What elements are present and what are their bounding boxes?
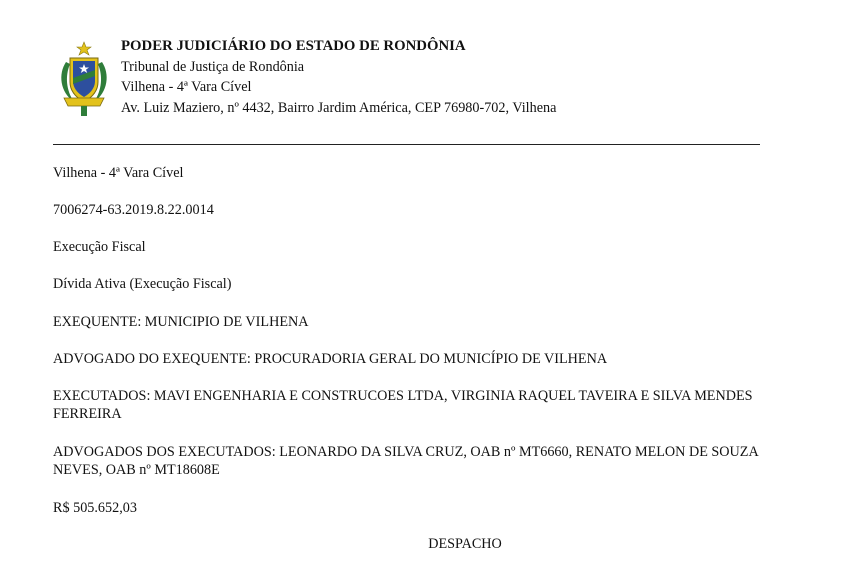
case-value: R$ 505.652,03 xyxy=(53,500,137,516)
case-exequente: EXEQUENTE: MUNICIPIO DE VILHENA xyxy=(53,314,309,330)
court-division: Vilhena - 4ª Vara Cível xyxy=(121,79,252,95)
case-advogados-executados: ADVOGADOS DOS EXECUTADOS: LEONARDO DA SILVA CRUZ, OAB nº MT6660, RENATO MELON DE SOUZA NEVES, OAB nº MT18608E xyxy=(53,444,758,478)
court-name: Tribunal de Justiça de Rondônia xyxy=(121,58,305,75)
case-class: Execução Fiscal xyxy=(53,239,146,255)
header-divider xyxy=(53,144,760,145)
document-header xyxy=(56,36,766,122)
court-authority-title: PODER JUDICIÁRIO DO ESTADO DE RONDÔNIA xyxy=(121,38,466,54)
header-text-block xyxy=(121,36,556,118)
court-address: Av. Luiz Maziero, nº 4432, Bairro Jardim América, CEP 76980-702, Vilhena xyxy=(121,99,557,116)
coat-of-arms-icon xyxy=(56,40,112,118)
section-title-despacho: DESPACHO xyxy=(428,536,502,552)
case-advogado-exequente: ADVOGADO DO EXEQUENTE: PROCURADORIA GERAL DO MUNICÍPIO DE VILHENA xyxy=(53,351,608,367)
case-process-number: 7006274-63.2019.8.22.0014 xyxy=(53,202,214,218)
case-executados: EXECUTADOS: MAVI ENGENHARIA E CONSTRUCOES LTDA, VIRGINIA RAQUEL TAVEIRA E SILVA MENDES FERREIRA xyxy=(53,388,753,422)
case-comarca: Vilhena - 4ª Vara Cível xyxy=(53,165,184,181)
case-subject: Dívida Ativa (Execução Fiscal) xyxy=(53,276,232,292)
